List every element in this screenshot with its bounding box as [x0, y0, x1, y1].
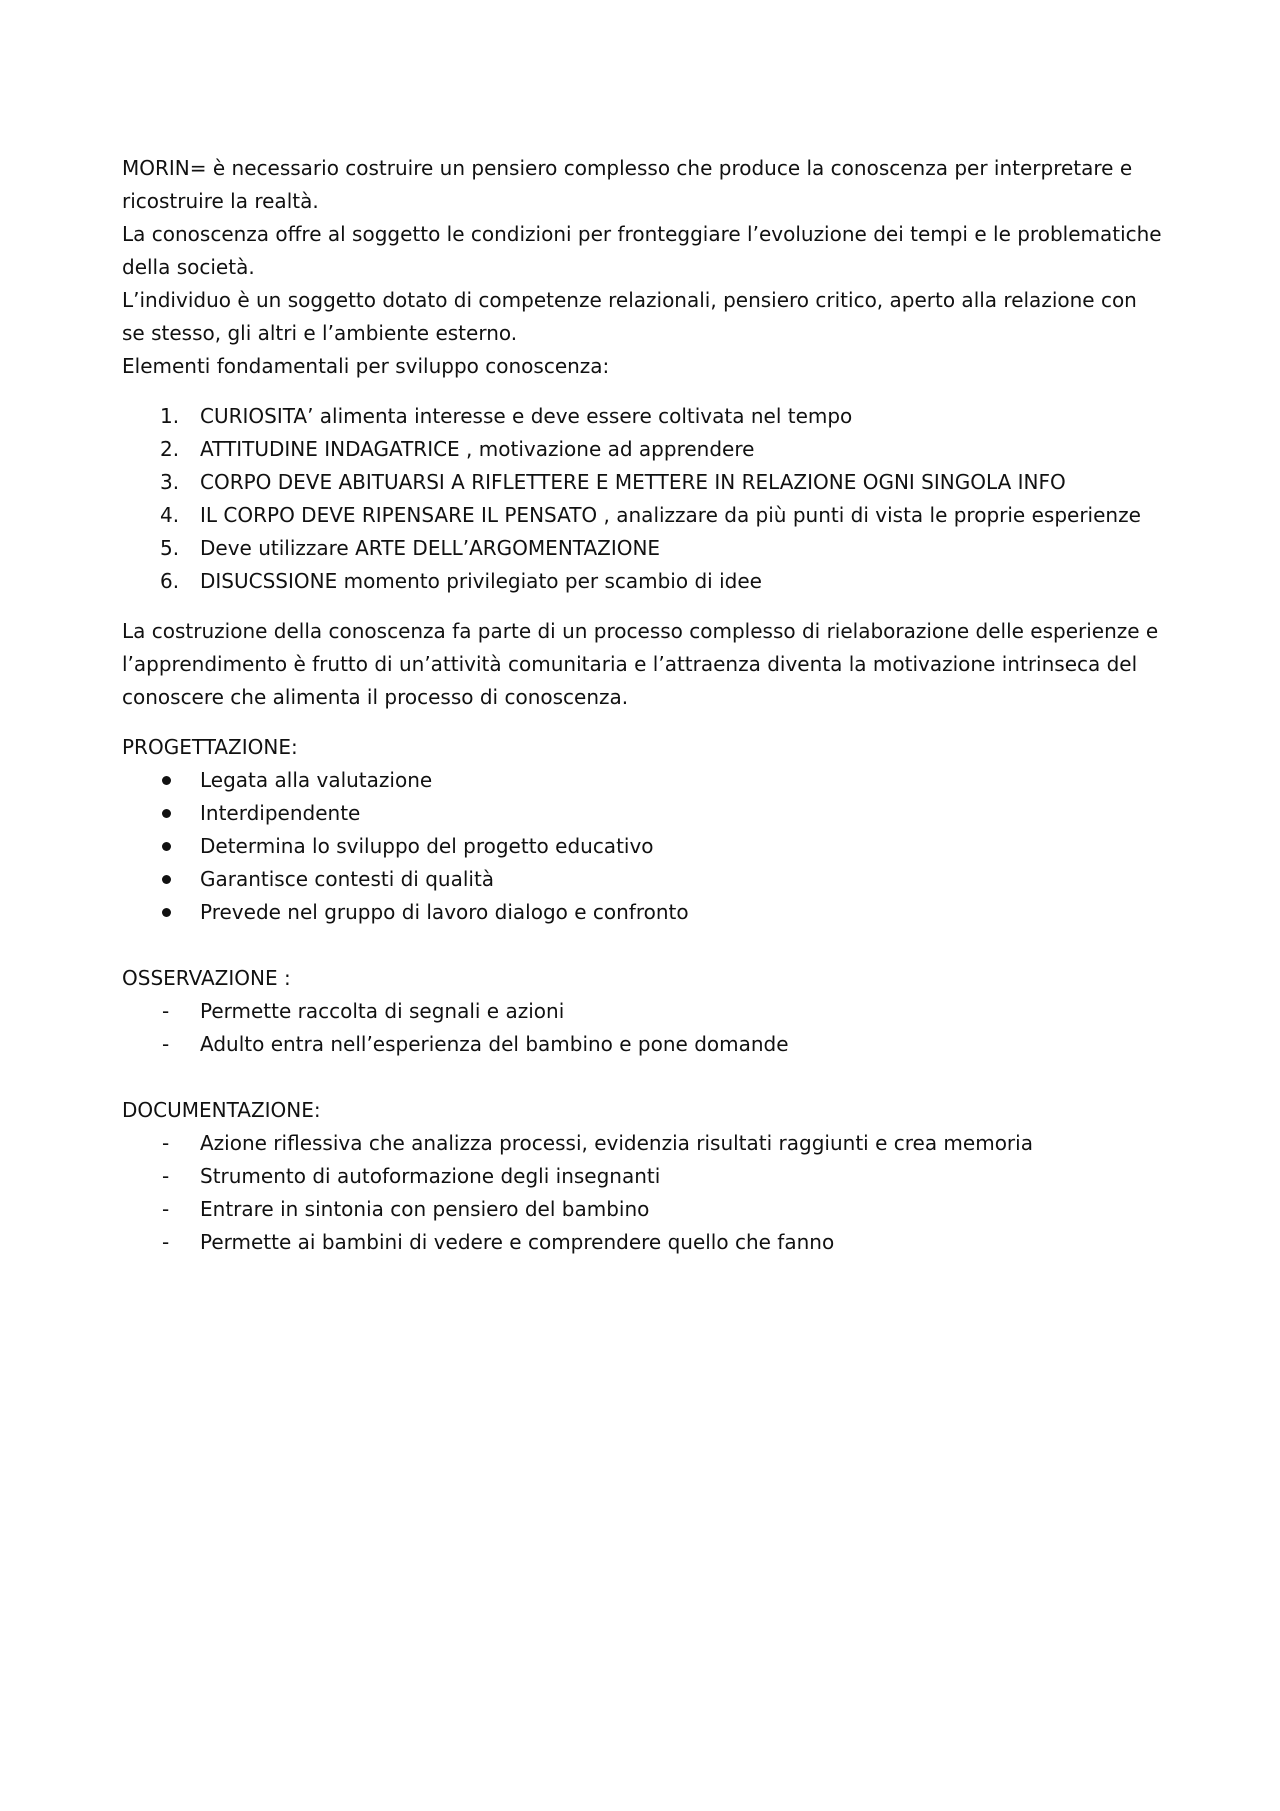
osservazione-heading: OSSERVAZIONE : [122, 966, 291, 990]
list-item-text: Adulto entra nell’esperienza del bambino e pone domande [200, 1032, 789, 1056]
elementi-numbered-list [122, 400, 1162, 598]
dash-icon: - [162, 1230, 170, 1254]
dash-icon: - [162, 999, 170, 1023]
list-item [122, 532, 1162, 565]
list-item [122, 1028, 1162, 1061]
list-item-text: Entrare in sintonia con pensiero del bambino [200, 1197, 650, 1221]
list-item-text: Garantisce contesti di qualità [200, 867, 495, 891]
list-item-text: Permette ai bambini di vedere e comprendere quello che fanno [200, 1230, 835, 1254]
elementi-intro: Elementi fondamentali per sviluppo conoscenza: [122, 354, 610, 378]
list-item [122, 863, 1162, 896]
bullet-icon [162, 908, 171, 917]
dash-icon: - [162, 1032, 170, 1056]
dash-icon: - [162, 1197, 170, 1221]
list-item [122, 466, 1162, 499]
dash-icon: - [162, 1164, 170, 1188]
list-item-text: CORPO DEVE ABITUARSI A RIFLETTERE E METTERE IN RELAZIONE OGNI SINGOLA INFO [200, 470, 1066, 494]
list-item-text: DISUCSSIONE momento privilegiato per scambio di idee [200, 569, 762, 593]
list-item-text: Strumento di autoformazione degli insegnanti [200, 1164, 661, 1188]
documentazione-heading: DOCUMENTAZIONE: [122, 1098, 321, 1122]
dash-icon: - [162, 1131, 170, 1155]
list-item-text: Interdipendente [200, 801, 361, 825]
list-item-text: Legata alla valutazione [200, 768, 433, 792]
list-item [122, 797, 1162, 830]
list-item [122, 1160, 1162, 1193]
list-item [122, 1193, 1162, 1226]
list-number: 3. [160, 470, 180, 494]
documentazione-dash-list [122, 1127, 1162, 1259]
list-item [122, 400, 1162, 433]
list-item [122, 830, 1162, 863]
individuo-paragraph: L’individuo è un soggetto dotato di competenze relazionali, pensiero critico, aperto alla relazione con se stesso, gli altri e l’ambiente esterno. [122, 288, 1137, 345]
document-content [122, 152, 1162, 1259]
bullet-icon [162, 875, 171, 884]
costruzione-paragraph: La costruzione della conoscenza fa parte di un processo complesso di rielaborazione delle esperienze e l’apprendimento è frutto di un’attività comunitaria e l’attraenza diventa la motivazione intrinseca del conoscere che alimenta il processo di conoscenza. [122, 619, 1159, 709]
morin-paragraph: MORIN= è necessario costruire un pensiero complesso che produce la conoscenza per interpretare e ricostruire la realtà. [122, 156, 1133, 213]
list-item [122, 995, 1162, 1028]
list-item-text: Deve utilizzare ARTE DELL’ARGOMENTAZIONE [200, 536, 661, 560]
list-number: 2. [160, 437, 180, 461]
conoscenza-paragraph: La conoscenza offre al soggetto le condizioni per fronteggiare l’evoluzione dei tempi e le problematiche della società. [122, 222, 1162, 279]
list-item-text: ATTITUDINE INDAGATRICE , motivazione ad apprendere [200, 437, 755, 461]
list-item [122, 565, 1162, 598]
bullet-icon [162, 776, 171, 785]
progettazione-heading: PROGETTAZIONE: [122, 735, 298, 759]
list-number: 5. [160, 536, 180, 560]
list-item-text: Prevede nel gruppo di lavoro dialogo e confronto [200, 900, 689, 924]
list-item-text: Azione riflessiva che analizza processi, evidenzia risultati raggiunti e crea memoria [200, 1131, 1033, 1155]
progettazione-bullet-list [122, 764, 1162, 929]
list-number: 6. [160, 569, 180, 593]
list-item-text: IL CORPO DEVE RIPENSARE IL PENSATO , analizzare da più punti di vista le proprie esperienze [200, 503, 1141, 527]
list-item [122, 764, 1162, 797]
list-item [122, 896, 1162, 929]
osservazione-dash-list [122, 995, 1162, 1061]
list-item-text: Determina lo sviluppo del progetto educativo [200, 834, 654, 858]
bullet-icon [162, 842, 171, 851]
bullet-icon [162, 809, 171, 818]
list-item [122, 1127, 1162, 1160]
list-item [122, 433, 1162, 466]
list-item-text: CURIOSITA’ alimenta interesse e deve essere coltivata nel tempo [200, 404, 853, 428]
list-item [122, 499, 1162, 532]
list-item-text: Permette raccolta di segnali e azioni [200, 999, 565, 1023]
list-item [122, 1226, 1162, 1259]
list-number: 4. [160, 503, 180, 527]
list-number: 1. [160, 404, 180, 428]
